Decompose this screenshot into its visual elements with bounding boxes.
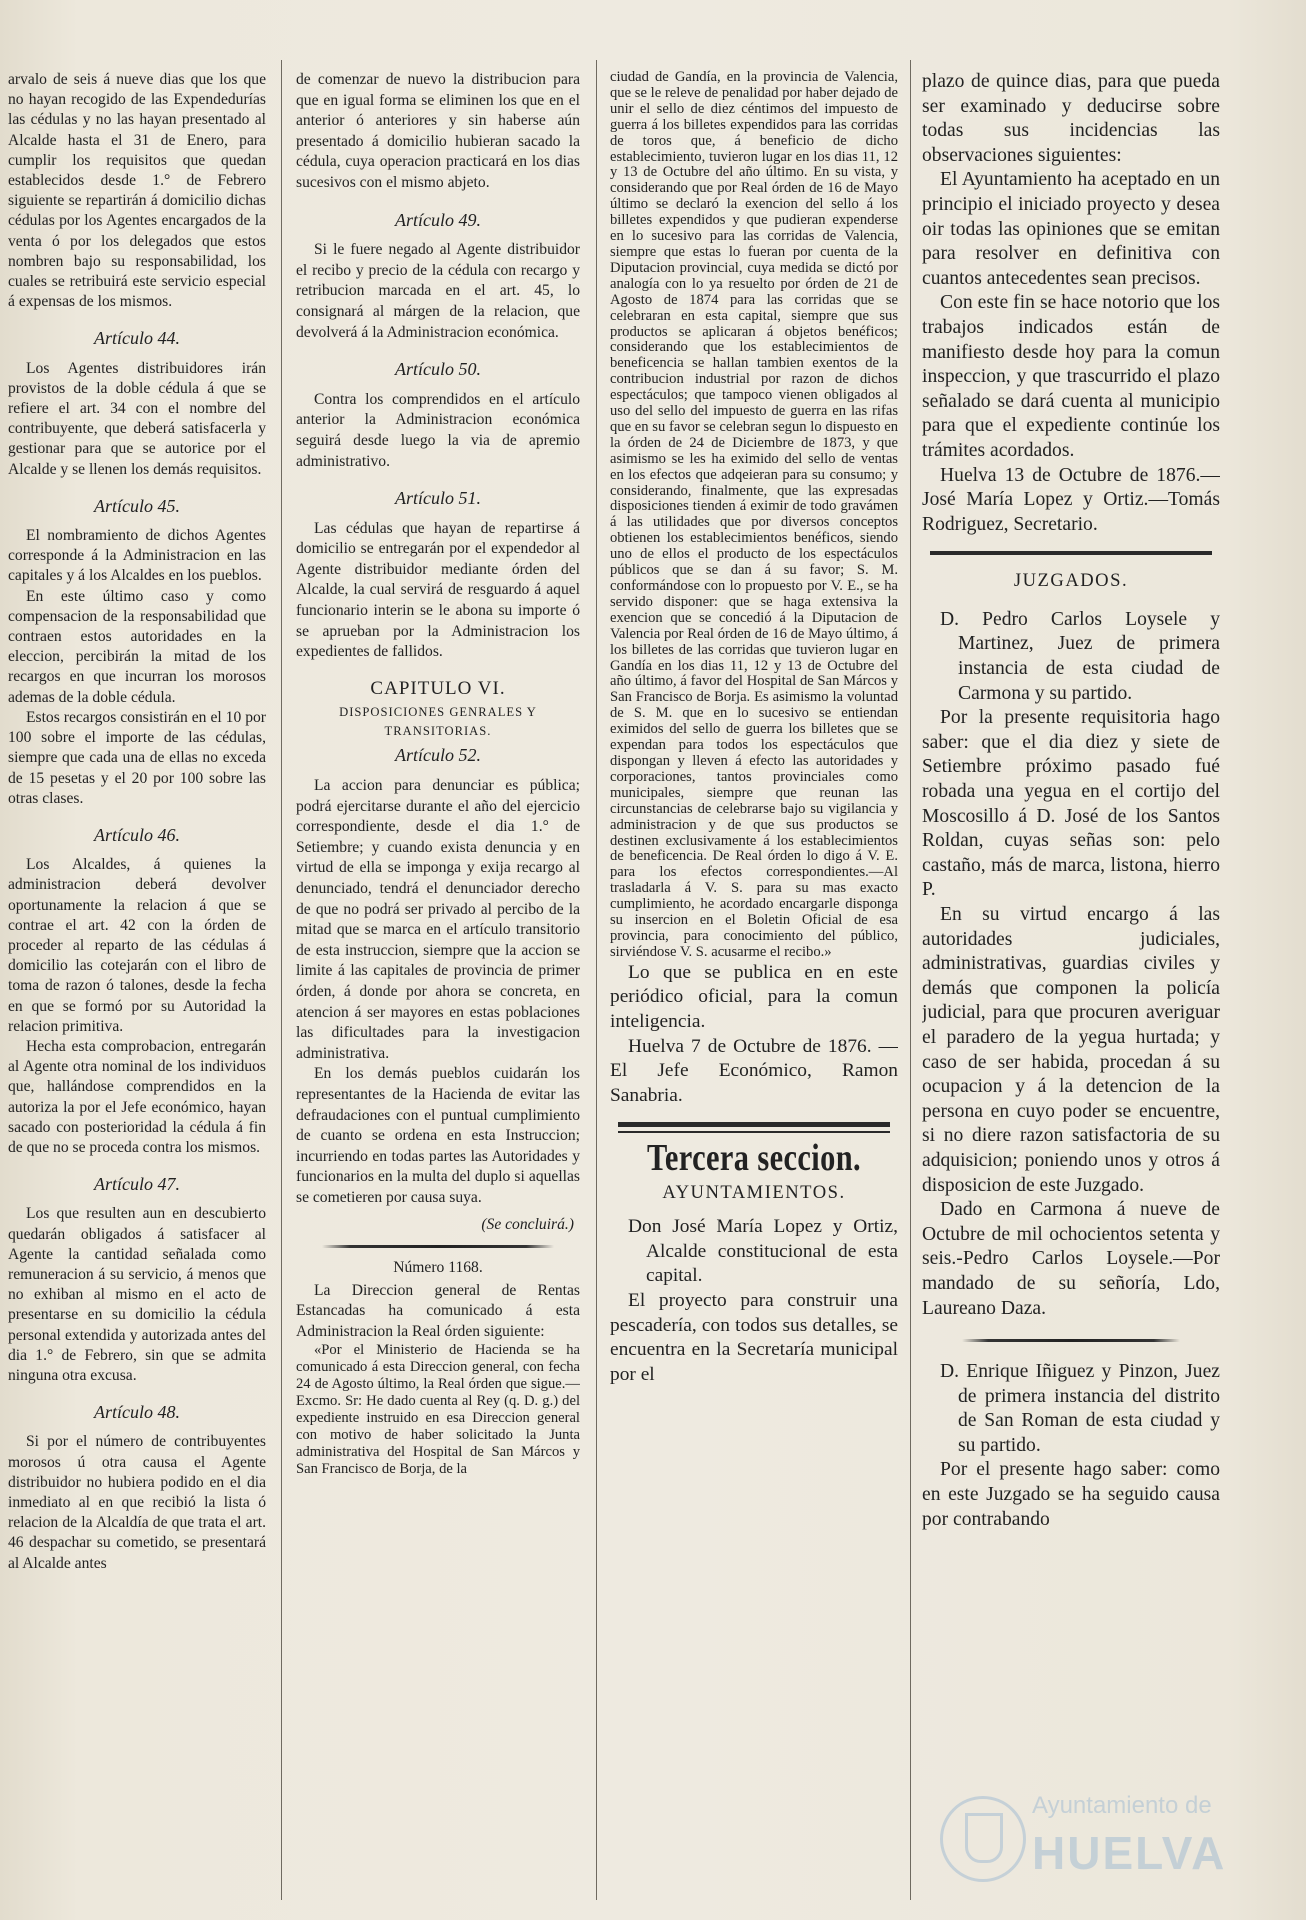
article-heading: Artículo 48. — [94, 1402, 180, 1423]
chapter-heading: CAPITULO VI. — [370, 677, 506, 699]
paragraph: Las cédulas que hayan de repartirse á domicilio se entregarán por el expendedor al Agente distribuidor mediante órden del Alcalde, la cual servirá de resguardo á aquel funcionario interin se le abona su importe ó se aprueban por la Administracion los expedientes de fallidos. — [296, 519, 580, 661]
article-heading: Artículo 46. — [94, 824, 180, 845]
signature-line: Huelva 7 de Octubre de 1876. —El Jefe Económico, Ramon Sanabria. — [610, 1035, 898, 1106]
paragraph: de comenzar de nuevo la distribucion para que en igual forma se eliminen los que en el anterior ó anteriores y sin haberse aún presentado á domicilio hubieran sacado la cédula, cuya operacion practicará en los dias sucesivos con el mismo abjeto. — [296, 71, 580, 191]
paragraph: Los Agentes distribuidores irán provistos de la doble cédula á que se refiere el art. 34 con el nombre del contribuyente, que deberá satisfacerla y gestionar para que se autorice por el Alcalde y se llenen los demás requisitos. — [8, 359, 266, 478]
paragraph: Por la presente requisitoria hago saber: que el dia diez y siete de Setiembre próximo pasado fué robada una yegua en el cortijo del Moscosillo á D. José de los Santos Roldan, cuyas señas son: pelo castaño, más de marca, listona, hierro P. — [922, 707, 1220, 901]
paragraph: Si le fuere negado al Agente distribuidor el recibo y precio de la cédula con recargo y retribucion marcada en el art. 45, lo consignará al márgen de la relacion, que devolverá á la Administracion económica. — [296, 241, 580, 341]
article-heading: Artículo 49. — [395, 209, 481, 230]
paragraph: En su virtud encargo á las autoridades judiciales, administrativas, guardias civiles y demás que componen la policía judicial, para que procuren averiguar el paradero de la yegua hurtada; y caso de ser habida, procedan á su ocupacion y á la detencion de la persona en cuyo poder se encuentre, si no diere razon satisfactoria de su adquisicion; poniendo unos y otros á disposicion de este Juzgado. — [922, 904, 1220, 1196]
seal-icon — [940, 1796, 1026, 1882]
section-divider — [618, 1122, 890, 1127]
article-heading: Artículo 50. — [395, 359, 481, 380]
paragraph: Dado en Carmona á nueve de Octubre de mil ochocientos setenta y seis.-Pedro Carlos Loysele.—Por mandado de su señoría, Ldo, Laureano Daza. — [922, 1199, 1220, 1319]
paragraph: En este último caso y como compensacion de la responsabilidad que contraen estos autoridades en la eleccion, percibirán la mitad de los recargos en que incurran los morosos ademas de la doble cédula. — [8, 587, 266, 706]
section-divider — [322, 1245, 554, 1248]
column-3 — [610, 70, 898, 1900]
watermark-text: Ayuntamiento de — [1032, 1792, 1212, 1819]
article-heading: Artículo 51. — [395, 488, 481, 509]
section-divider — [618, 1131, 890, 1133]
continuation-note: (Se concluirá.) — [481, 1215, 574, 1233]
paragraph: La accion para denunciar es pública; podrá ejercitarse durante el año del ejercicio correspondiente, desde el dia 1.° de Setiembre; y cuando exista denuncia y en virtud de ella se imponga y exija recargo al denunciado, tendrá el denunciador derecho de que no podrá ser privado al percibo de la mitad que se marca en el artículo transitorio de esta instruccion, siempre que la accion se limite á las capitales de provincia de primer órden, á donde por ahora se concreta, en atencion á ser mayores en estas poblaciones las dificultades para la investigacion administrativa. — [296, 777, 580, 1062]
official-heading: Don José María Lopez y Ortiz, Alcalde constitucional de esta capital. — [628, 1216, 898, 1287]
paragraph: El proyecto para construir una pescadería, con todos sus detalles, se encuentra en la Secretaría municipal por el — [610, 1289, 898, 1385]
official-heading: D. Enrique Iñiguez y Pinzon, Juez de primera instancia del distrito de San Roman de esta ciudad y su partido. — [940, 1361, 1220, 1456]
watermark-text: HUELVA — [1032, 1827, 1227, 1879]
paragraph: La Direccion general de Rentas Estancadas ha comunicado á esta Administracion la Real órden siguiente: — [296, 1281, 580, 1340]
paragraph: Si por el número de contribuyentes morosos ú otra causa el Agente distribuidor no hubiera podido en el dia inmediato al en que recibió la lista ó relacion de la Alcaldía de que trata el art. 46 despachar su cometido, se presentará al Alcalde antes — [8, 1433, 266, 1572]
paragraph: plazo de quince dias, para que pueda ser examinado y deducirse sobre todas sus incidencias las observaciones siguientes: — [922, 71, 1220, 166]
column-rule — [910, 60, 911, 1900]
section-divider — [930, 551, 1212, 555]
signature-line: Huelva 13 de Octubre de 1876.—José María Lopez y Ortiz.—Tomás Rodriguez, Secretario. — [922, 464, 1220, 535]
article-heading: Artículo 52. — [395, 745, 481, 766]
paragraph: En los demás pueblos cuidarán los representantes de la Hacienda de evitar las defraudaciones con el puntual cumplimiento de cuanto se ordena en esta Instruccion; incurriendo en todas partes las Autoridades y funcionarios en la multa del duplo si aquellas se cometieren por causa suya. — [296, 1065, 580, 1206]
article-heading: Artículo 45. — [94, 495, 180, 516]
paragraph: Estos recargos consistirán en el 10 por 100 sobre el importe de las cédulas, siempre que cada una de ellas no exceda de 15 pesetas y el 20 por 100 sobre las otras clases. — [8, 708, 266, 807]
paragraph: Los Alcaldes, á quienes la administracion deberá devolver oportunamente la relacion á que se contrae el art. 42 con la órden de proceder al reparto de las cédulas á domicilio las cotejarán con el libro de toma de razon ó talones, desde la fecha en que se formó por su Autoridad la relacion primitiva. — [8, 856, 266, 1035]
paragraph: Lo que se publica en en este periódico oficial, para la comun inteligencia. — [610, 961, 898, 1032]
column-rule — [596, 60, 597, 1900]
article-heading: Artículo 44. — [94, 328, 180, 349]
chapter-subtitle: DISPOSICIONES GENRALES Y TRANSITORIAS. — [339, 705, 537, 739]
document-number: Número 1168. — [393, 1259, 483, 1277]
column-1 — [8, 70, 266, 1900]
column-2 — [296, 70, 580, 1900]
paragraph: Los que resulten aun en descubierto quedarán obligados á satisfacer al Agente la cantidad señalada como remuneracion á su servicio, á menos que no exhiban al mismo en el acto de presentarse en su domicilio la cédula personal extendida y autorizada antes del dia 1.° de Febrero, sin que se admita ninguna otra excusa. — [8, 1205, 266, 1384]
paragraph: Contra los comprendidos en el artículo anterior la Administracion económica seguirá desde luego la via de apremio administrativo. — [296, 390, 580, 470]
paragraph: El nombramiento de dichos Agentes corresponde á la Administracion en las capitales y á los Alcaldes en los pueblos. — [8, 527, 266, 585]
paragraph: «Por el Ministerio de Hacienda se ha comunicado á esta Direccion general, con fecha 24 de Agosto último, la Real órden que sigue.— Excmo. Sr: He dado cuenta al Rey (q. D. g.) del expediente instruido en esa Direccion general con motivo de haber solicitado la Junta administrativa del Hospital de San Márcos y San Francisco de Borja, de la — [296, 1342, 580, 1478]
column-rule — [281, 60, 282, 1900]
section-heading: AYUNTAMIENTOS. — [662, 1182, 846, 1204]
paragraph: Hecha esta comprobacion, entregarán al Agente otra nominal de los individuos que, hallándose comprendidos en la autoriza la por el Jefe económico, hayan sacado con posterioridad la cédula á fin de que no se proceda contra los mismos. — [8, 1037, 266, 1156]
section-divider — [962, 1339, 1180, 1342]
official-heading: D. Pedro Carlos Loysele y Martinez, Juez de primera instancia de esta ciudad de Carmona y su partido. — [940, 608, 1220, 704]
article-heading: Artículo 47. — [94, 1174, 180, 1195]
paragraph: Con este fin se hace notorio que los trabajos indicados están de manifiesto desde hoy para la comun inspeccion, y que trascurrido el plazo señalado se dará cuenta al municipio para que el expediente continúe los trámites acordados. — [922, 292, 1220, 461]
watermark-logo — [940, 1792, 1260, 1882]
paragraph: arvalo de seis á nueve dias que los que no hayan recogido de las Expendedurías las cédulas y no las hayan presentado al Alcalde hasta el 31 de Enero, para cumplir los requisitos que quedan establecidos desde 1.° de Febrero siguiente se repartirán á domicilio dichas cédulas por los Agentes encargados de la venta ó por los delegados que estos nombren bajo su responsabilidad, los cuales se retribuirá este servicio especial á expensas de los mismos. — [8, 71, 266, 311]
paragraph: ciudad de Gandía, en la provincia de Valencia, que se le releve de penalidad por haber dejado de unir el sello de diez céntimos del impuesto de guerra á los billetes expendidos para las corridas de toros que, á beneficio de dicho establecimiento, tuvieron lugar en los dias 11, 12 y 13 de Octubre del año último. En su vista, y considerando que por Real órden de 16 de Mayo último se declaró la exencion del sello á los billetes expendidos y que pudieran expenderse en lo sucesivo para las corridas de Valencia, siempre que estas lo fueran por cuenta de la Diputacion provincial, cuya medida se dictó por analogía con lo ya resuelto por órden de 21 de Agosto de 1874 para las corridas que se celebraran en esta capital, siempre que sus productos se aplicaran á objetos benéficos; considerando que los establecimientos de beneficencia se hallan tambien exentos de la contribucion industrial por razon de dichos espectáculos; que tampoco vienen obligados al uso del sello del impuesto de guerra en las rifas que en su favor se celebran segun lo dispuesto en la órden de 24 de Diciembre de 1873, y que asimismo se les ha eximido del sello de ventas en los efectos que adqeieran para su consumo; y considerando, finalmente, que las expresadas disposiciones tienden á eximir de todo gravámen á las utilidades que por diversos conceptos obtienen los establecimientos benéficos, siendo uno de ellos el producto de los espectáculos públicos que se dan á su favor; S. M. conformándose con lo propuesto por V. E., se ha servido disponer: que se haga extensiva la exencion que se concedió á la Diputacion de Valencia por Real órden de 16 de Mayo último, á los billetes de las corridas que tuvieron lugar en Gandía en los dias 11, 12 y 13 de Octubre del año último, á favor del Hospital de San Márcos y San Francisco de Borja. Es asimismo la voluntad de S. M. que en lo sucesivo se entiendan eximidos del sello de guerra los billetes que se expendan para todos los espectáculos que dispongan y lleven á efecto las autoridades y corporaciones, tantos provinciales como municipales, siempre que reunan las circunstancias de celebrarse bajo su vigilancia y administracion y de que sus productos se destinen exclusivamente á los establecimientos de beneficencia. De Real órden lo digo á V. E. para los efectos correspondientes.—Al trasladarla á V. S. para su mas exacto cumplimiento, he acordado encargarle disponga su insercion en el Boletin Oficial de esa provincia, para conocimiento del público, sirviéndose V. S. acusarme el recibo.» — [610, 70, 898, 960]
paragraph: El Ayuntamiento ha aceptado en un principio el iniciado proyecto y desea oir todas las opiniones que se emitan para resolver en definitiva con cuantos antecedentes sean precisos. — [922, 169, 1220, 289]
column-4 — [922, 70, 1220, 1900]
paragraph: Por el presente hago saber: como en este Juzgado se ha seguido causa por contrabando — [922, 1459, 1220, 1530]
section-heading: JUZGADOS. — [1013, 570, 1129, 592]
section-title: Tercera seccion. — [646, 1137, 862, 1180]
